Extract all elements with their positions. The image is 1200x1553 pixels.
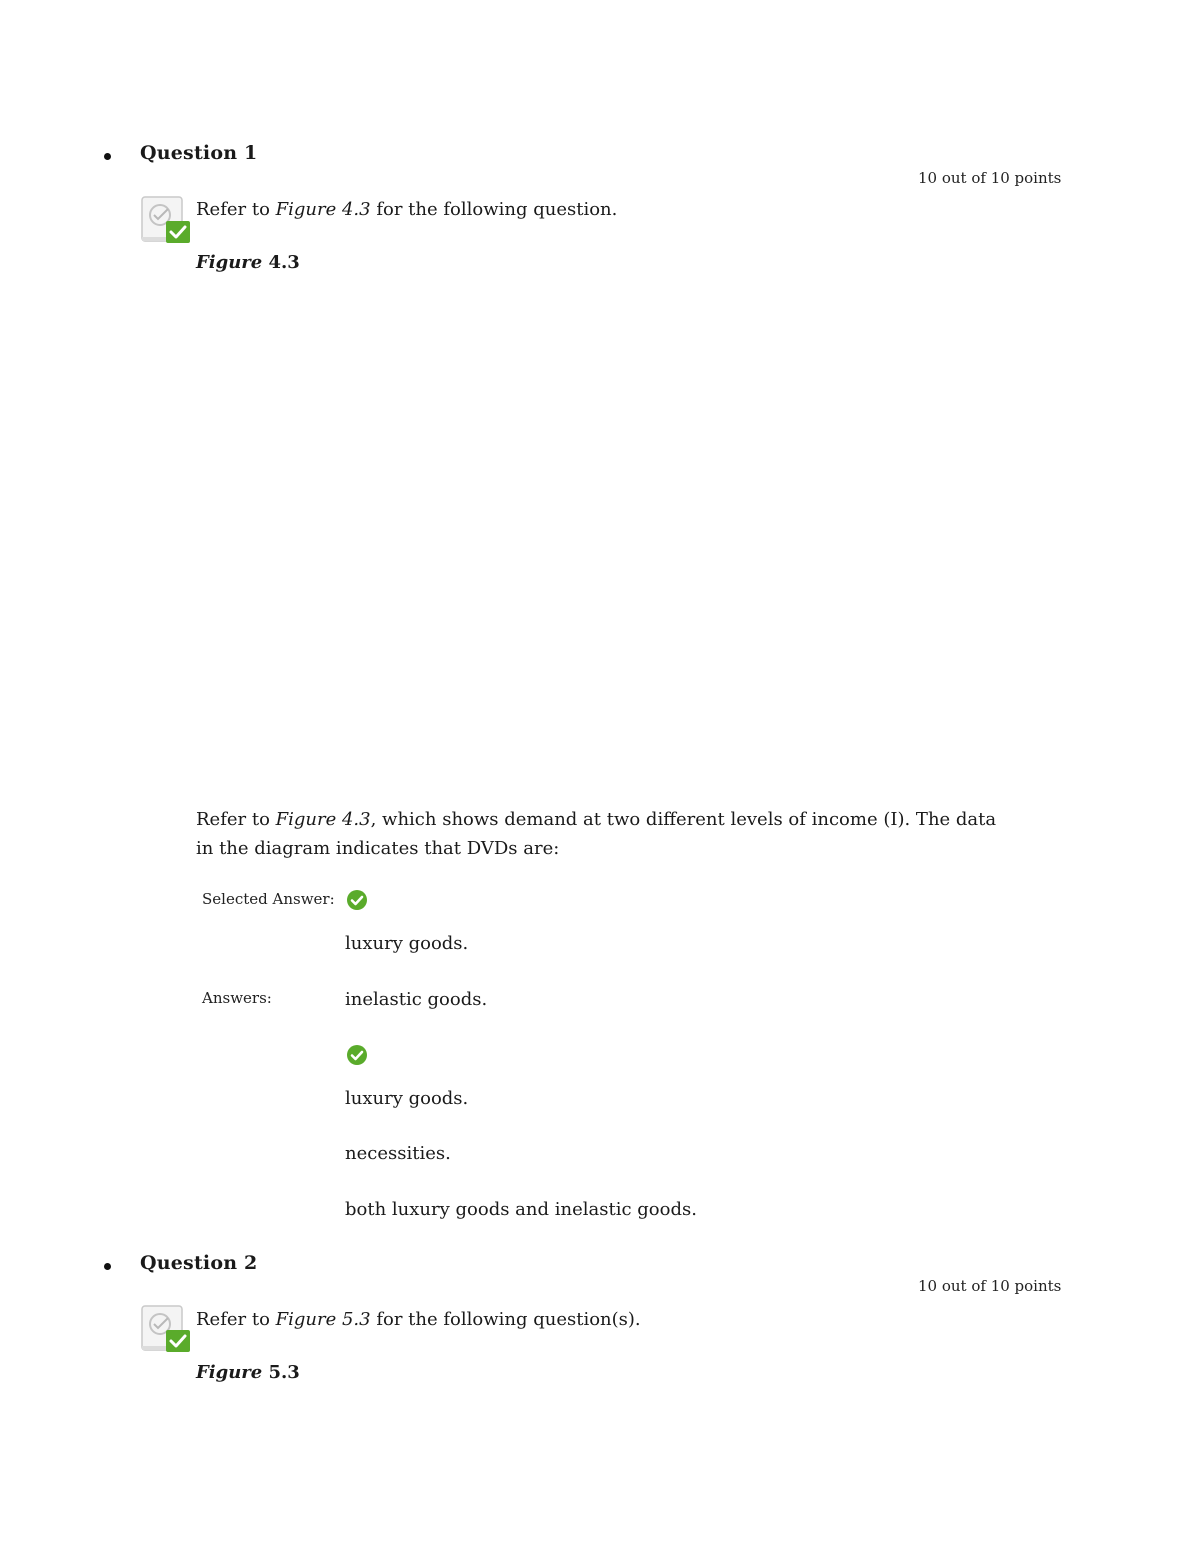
answer-option: necessities. (345, 1143, 451, 1164)
question-1-bullet (104, 153, 111, 160)
question-2-bullet (104, 1263, 111, 1270)
answer-option: both luxury goods and inelastic goods. (345, 1199, 697, 1220)
intro-prefix: Refer to (196, 199, 276, 220)
figure-word: Figure (196, 1362, 263, 1383)
prompt-figure-ref: Figure 4.3 (275, 809, 371, 830)
question-2-points: 10 out of 10 points (918, 1277, 1062, 1295)
figure-5-3-caption (196, 1362, 300, 1383)
figure-number: 4.3 (268, 252, 300, 273)
question-1-prompt (196, 805, 1016, 863)
correct-document-icon (140, 1304, 192, 1356)
selected-answer-value: luxury goods. (345, 933, 469, 954)
intro-figure-ref: Figure 5.3 (275, 1309, 371, 1330)
answer-option-correct: luxury goods. (345, 1088, 469, 1109)
figure-number: 5.3 (268, 1362, 300, 1383)
selected-answer-label: Selected Answer: (202, 890, 335, 908)
intro-suffix: for the following question. (370, 199, 618, 220)
question-2-title: Question 2 (140, 1252, 258, 1274)
figure-4-3-caption (196, 252, 300, 273)
question-1-intro (196, 195, 617, 224)
prompt-suffix: , which shows demand at two different levels of income (I). The data in the diagram indicates that DVDs are: (196, 809, 997, 859)
figure-5-3-image (196, 1400, 1016, 1540)
correct-document-icon (140, 195, 192, 247)
correct-check-icon (346, 889, 368, 911)
intro-figure-ref: Figure 4.3 (275, 199, 371, 220)
figure-word: Figure (196, 252, 263, 273)
question-1-points: 10 out of 10 points (918, 169, 1062, 187)
intro-suffix: for the following question(s). (370, 1309, 641, 1330)
figure-4-3-image (196, 290, 1016, 790)
question-1-title: Question 1 (140, 142, 258, 164)
intro-prefix: Refer to (196, 1309, 276, 1330)
answer-option: inelastic goods. (345, 989, 488, 1010)
question-2-intro (196, 1305, 641, 1334)
correct-check-icon (346, 1044, 368, 1066)
answers-label: Answers: (202, 989, 272, 1007)
prompt-prefix: Refer to (196, 809, 276, 830)
